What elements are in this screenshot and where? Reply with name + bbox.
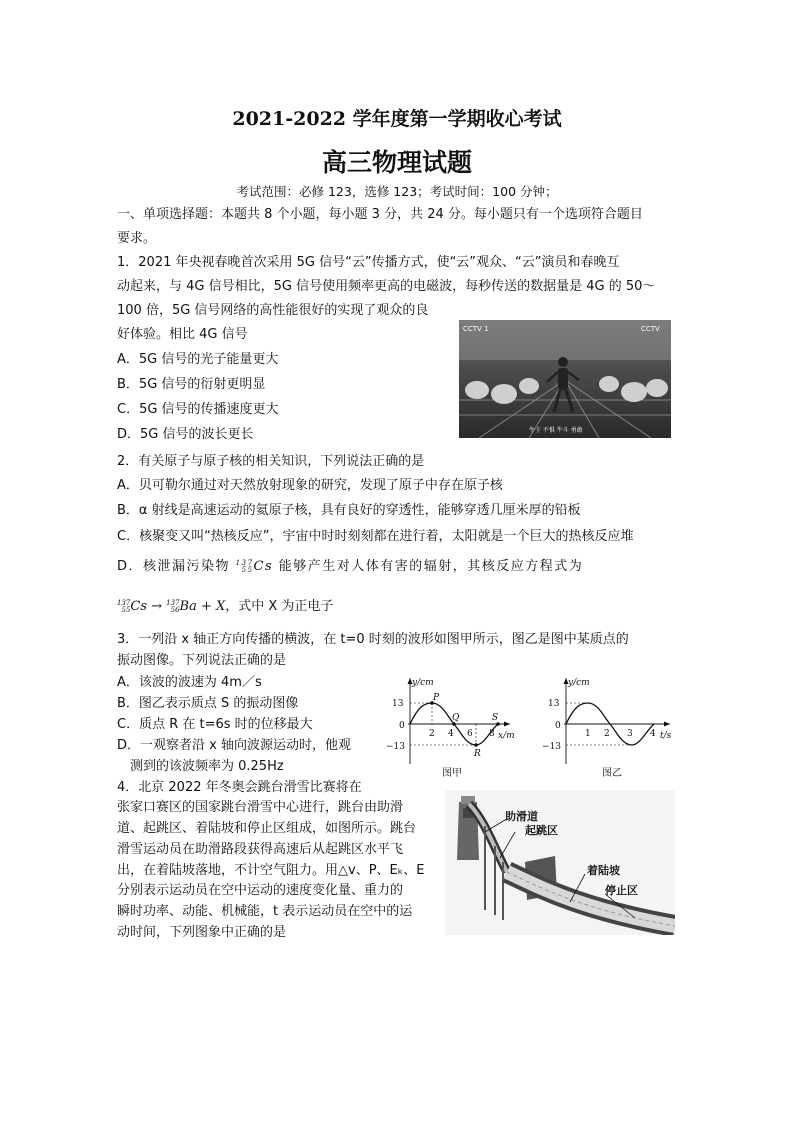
- q2-option-d: [117, 558, 583, 576]
- q4-stem-line2: 张家口赛区的国家跳台滑雪中心进行，跳台由助滑: [117, 800, 404, 815]
- exam-title: 2021-2022 学年度第一学期收心考试: [232, 108, 562, 130]
- q4-stem-line5: 出，在着陆坡落地，不计空气阻力。用△v、P、Eₖ、E: [117, 863, 425, 878]
- wave-figures: [380, 672, 680, 784]
- section-header-line2: 要求。: [117, 231, 157, 246]
- label-takeoff: 起跳区: [525, 824, 558, 837]
- fig-b-xtick-2: 2: [604, 729, 610, 739]
- point-p-label: P: [433, 693, 440, 703]
- q1-stem-line2: 动起来，与 4G 信号相比，5G 信号使用频率更高的电磁波，每秒传送的数据量是 4G 的 50～: [117, 279, 656, 294]
- photo-logo-left: CCTV 1: [463, 325, 489, 333]
- fig-b-xlabel: t/s: [660, 731, 672, 741]
- fig-b-ytick-neg13: −13: [542, 742, 561, 752]
- q3-stem-line2: 振动图像。下列说法正确的是: [117, 653, 287, 668]
- q4-stem-line3: 道、起跳区、着陆坡和停止区组成，如图所示。跳台: [117, 821, 417, 836]
- q4-stem-line1: 4．北京 2022 年冬奥会跳台滑雪比赛将在: [117, 780, 362, 795]
- q4-stem-line8: 动时间，下列图象中正确的是: [117, 925, 287, 940]
- q3-option-d: D．一观察者沿 x 轴向波源运动时，他观: [117, 738, 351, 753]
- fig-b-xtick-4: 4: [650, 729, 656, 739]
- fig-b-ytick-0: 0: [555, 721, 561, 731]
- q2-option-c: C．核聚变又叫“热核反应”，宇宙中时时刻刻都在进行着，太阳就是一个巨大的热核反应堆: [117, 529, 634, 544]
- fig-a-ytick-neg13: −13: [386, 742, 405, 752]
- fig-a-xtick-2: 2: [429, 729, 435, 739]
- q1-stem-line4: 好体验。相比 4G 信号: [117, 327, 248, 342]
- fig-a-ylabel: y/cm: [412, 678, 434, 688]
- fig-b-xtick-3: 3: [627, 729, 633, 739]
- q4-stem-line6: 分别表示运动员在空中运动的速度变化量、重力的: [117, 883, 404, 898]
- exam-subtitle: 高三物理试题: [321, 148, 472, 177]
- exam-scope: 考试范围：必修 123，选修 123；考试时间：100 分钟；: [236, 184, 558, 199]
- fig-a-ytick-13: 13: [392, 699, 404, 709]
- ski-jump-diagram: [445, 790, 675, 935]
- gala-stage-photo: [459, 320, 671, 438]
- q2-equation-tail: ，式中 X 为正电子: [225, 599, 334, 614]
- q1-option-c: C．5G 信号的传播速度更大: [117, 402, 279, 417]
- fig-b-caption: 图乙: [602, 768, 622, 779]
- wave-graph-a: [386, 678, 515, 779]
- q4-stem-line4: 滑雪运动员在助滑路段获得高速后从起跳区水平飞: [117, 842, 404, 857]
- cs137-nuclide: 137 55Cs: [235, 558, 274, 574]
- q3-option-d-cont: 测到的该波频率为 0.25Hz: [130, 759, 284, 774]
- point-q-label: Q: [452, 713, 460, 723]
- fig-a-xlabel: x/m: [498, 731, 515, 741]
- section-header-line1: 一、单项选择题：本题共 8 个小题，每小题 3 分，共 24 分。每小题只有一个选项符合题目: [117, 207, 643, 222]
- q1-stem-line1: 1．2021 年央视春晚首次采用 5G 信号“云”传播方式，使“云”观众、“云”演员和春晚互: [117, 255, 620, 270]
- q3-stem-line1: 3．一列沿 x 轴正方向传播的横波，在 t=0 时刻的波形如图甲所示，图乙是图中某质点的: [117, 632, 629, 647]
- q3-option-a: A．该波的波速为 4m／s: [117, 675, 262, 690]
- label-stop-area: 停止区: [605, 884, 638, 897]
- label-inrun: 助滑道: [505, 810, 538, 823]
- label-landing-slope: 着陆坡: [587, 864, 620, 877]
- q2-stem: 2．有关原子与原子核的相关知识，下列说法正确的是: [117, 454, 425, 469]
- fig-a-xtick-4: 4: [448, 729, 454, 739]
- q2-equation: [117, 598, 333, 616]
- vibration-graph-b: [542, 678, 672, 779]
- q1-stem-line3: 100 倍，5G 信号网络的高性能很好的实现了观众的良: [117, 303, 429, 318]
- fig-a-caption: 图甲: [442, 768, 462, 779]
- point-s-label: S: [492, 713, 499, 723]
- fig-b-ytick-13: 13: [548, 699, 560, 709]
- q3-option-b: B．图乙表示质点 S 的振动图像: [117, 696, 299, 711]
- q2-option-d-text1: D．核泄漏污染物: [117, 559, 231, 574]
- fig-b-ylabel: y/cm: [568, 678, 590, 688]
- photo-logo-right: CCTV: [641, 325, 660, 333]
- q1-option-a: A．5G 信号的光子能量更大: [117, 352, 279, 367]
- q3-option-c: C．质点 R 在 t=6s 时的位移最大: [117, 717, 313, 732]
- q2-option-b: B．α 射线是高速运动的氦原子核，具有良好的穿透性，能够穿透几厘米厚的铅板: [117, 503, 581, 518]
- fig-a-xtick-8: 8: [489, 729, 495, 739]
- nuclear-equation: 137 55Cs → 137 56Ba + X: [117, 598, 226, 614]
- q1-option-b: B．5G 信号的衍射更明显: [117, 377, 266, 392]
- q2-option-d-text2: 能够产生对人体有害的辐射，其核反应方程式为: [278, 559, 584, 574]
- fig-a-ytick-0: 0: [399, 721, 405, 731]
- q1-option-d: D．5G 信号的波长更长: [117, 427, 254, 442]
- fig-a-xtick-6: 6: [467, 729, 473, 739]
- q4-stem-line7: 瞬时功率、动能、机械能，t 表示运动员在空中的运: [117, 904, 413, 919]
- q2-option-a: A．贝可勒尔通过对天然放射现象的研究，发现了原子中存在原子核: [117, 478, 503, 493]
- point-r-label: R: [474, 749, 481, 759]
- fig-b-xtick-1: 1: [585, 729, 591, 739]
- photo-caption: 牛于 不惧 牛斗 勇敢: [529, 427, 583, 434]
